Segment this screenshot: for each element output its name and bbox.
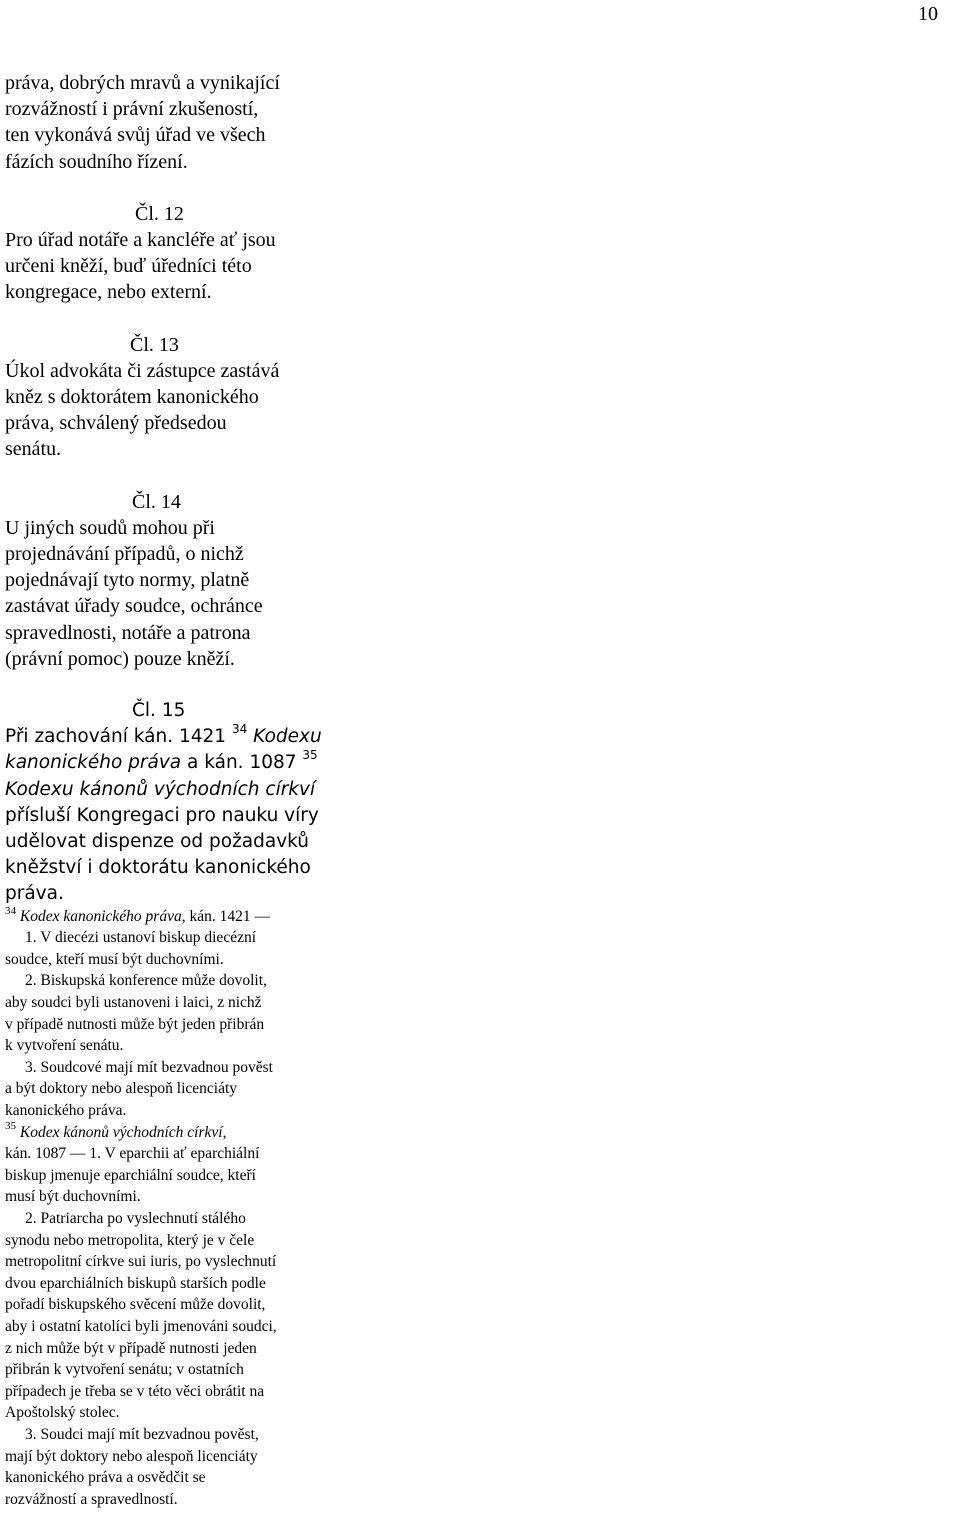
intro-paragraph	[5, 70, 345, 175]
text-line: musí být duchovními.	[5, 1188, 141, 1206]
text-line: biskup jmenuje eparchiální soudce, kteří	[5, 1166, 256, 1184]
text-line: a být doktory nebo alespoň licenciáty	[5, 1080, 238, 1098]
text-line: ten vykonává svůj úřad ve všech	[5, 124, 266, 147]
text-line: soudce, kteří musí být duchovními.	[5, 950, 224, 968]
article-14	[5, 489, 345, 672]
text-column	[5, 70, 345, 1510]
text-line: přibrán k vytvoření senátu; v ostatních	[5, 1361, 244, 1379]
text-line	[5, 906, 345, 928]
text-line: kongregace, nebo externí.	[5, 281, 212, 304]
text-line	[5, 724, 345, 750]
footnote-mark-35: 35	[5, 1120, 16, 1133]
text-line	[5, 777, 345, 803]
page-number: 10	[918, 3, 938, 25]
text-line: U jiných soudů mohou při	[5, 516, 215, 539]
text-line: Úkol advokáta či zástupce zastává	[5, 359, 280, 382]
text-line: práva, schválený předsedou	[5, 412, 227, 435]
text-line: případech je třeba se v této věci obrátit na	[5, 1382, 265, 1400]
footnote-mark-34: 34	[5, 904, 16, 917]
text-segment: a kán. 1087	[187, 752, 297, 774]
text-line: kán. 1087 — 1. V eparchii ať eparchiální	[5, 1145, 260, 1163]
text-line: přísluší Kongregaci pro nauku víry	[5, 804, 319, 826]
text-line: projednávání případů, o nichž	[5, 543, 244, 566]
text-line: 2. Patriarcha po vyslechnutí stálého	[25, 1210, 246, 1227]
footnote-ref-34: 34	[231, 722, 248, 737]
text-line	[5, 1122, 345, 1144]
footnotes	[5, 906, 345, 1511]
text-line: práva.	[5, 883, 64, 905]
article-13	[5, 332, 345, 463]
code-title: kanonického práva	[5, 752, 182, 774]
text-line: pojednávají tyto normy, platně	[5, 569, 250, 592]
article-15	[5, 698, 345, 908]
article-14-heading: Čl. 14	[132, 490, 181, 513]
text-line: udělovat dispenze od požadavků	[5, 831, 310, 853]
text-line	[5, 750, 345, 776]
text-line: synodu nebo metropolita, který je v čele	[5, 1231, 255, 1249]
footnote-ref-35: 35	[302, 748, 318, 763]
text-line: kněz s doktorátem kanonického	[5, 386, 259, 409]
code-title: Kodexu	[253, 726, 322, 748]
text-line: Pro úřad notáře a kancléře ať jsou	[5, 229, 276, 252]
text-line: zastávat úřady soudce, ochránce	[5, 595, 263, 618]
text-line: 2. Biskupská konference může dovolit,	[25, 972, 267, 990]
text-line: mají být doktory nebo alespoň licenciáty	[5, 1447, 258, 1465]
text-line: Apoštolský stolec.	[5, 1404, 120, 1422]
text-line: (právní pomoc) pouze kněží.	[5, 647, 235, 670]
article-12-heading: Čl. 12	[135, 202, 184, 225]
code-title: Kodex kánonů východních církví	[19, 1123, 223, 1141]
text-segment: Při zachování kán. 1421	[5, 726, 227, 748]
text-line: dvou eparchiálních biskupů starších podle	[5, 1274, 266, 1292]
text-line: 3. Soudcové mají mít bezvadnou pověst	[25, 1058, 273, 1076]
footnote-35	[5, 1122, 345, 1511]
text-line: aby soudci byli ustanoveni i laici, z nichž	[5, 994, 262, 1012]
text-line: práva, dobrých mravů a vynikající	[5, 72, 280, 94]
text-line: kanonického práva.	[5, 1102, 127, 1120]
text-segment: , kán. 1421 —	[181, 907, 270, 925]
text-line: určeni kněží, buď úředníci této	[5, 255, 252, 278]
text-line: 3. Soudci mají mít bezvadnou pověst,	[25, 1425, 259, 1443]
text-line: senátu.	[5, 438, 62, 461]
text-line: 1. V diecézi ustanoví biskup diecézní	[25, 929, 257, 947]
text-line: aby i ostatní katolíci byli jmenováni soudci,	[5, 1317, 277, 1335]
article-15-heading: Čl. 15	[132, 700, 186, 722]
text-line: rozvážností a spravedlností.	[5, 1490, 178, 1508]
text-line: kněžství i doktorátu kanonického	[5, 857, 311, 879]
footnote-34	[5, 906, 345, 1122]
article-13-heading: Čl. 13	[130, 333, 179, 356]
article-12	[5, 201, 345, 306]
code-title: Kodexu kánonů východních církví	[5, 778, 316, 800]
text-line: metropolitní církve sui iuris, po vyslechnutí	[5, 1253, 277, 1271]
text-line: fázích soudního řízení.	[5, 150, 188, 173]
main-text	[5, 70, 345, 908]
text-line: pořadí biskupského svěcení může dovolit,	[5, 1296, 266, 1314]
text-line: rozvážností i právní zkušeností,	[5, 98, 259, 121]
text-line: k vytvoření senátu.	[5, 1037, 124, 1055]
code-title: Kodex kanonického práva	[19, 907, 182, 925]
text-line: v případě nutnosti může být jeden přibrán	[5, 1015, 265, 1033]
text-line: z nich může být v případě nutnosti jeden	[5, 1339, 257, 1357]
text-line: kanonického práva a osvědčit se	[5, 1469, 206, 1487]
text-line: spravedlnosti, notáře a patrona	[5, 621, 251, 644]
text-segment: ,	[222, 1123, 227, 1141]
